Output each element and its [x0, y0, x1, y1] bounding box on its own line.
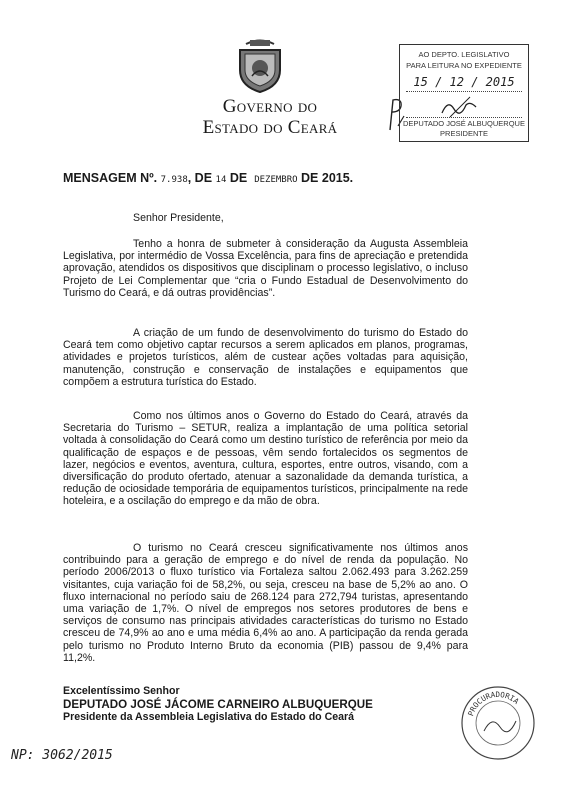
procuradoria-seal — [460, 685, 536, 761]
stamp-line2: PARA LEITURA NO EXPEDIENTE — [406, 61, 522, 70]
stamp-signature — [440, 95, 480, 119]
addressee-block — [63, 685, 373, 724]
letterhead-title-line1: Governo do — [222, 96, 318, 117]
body-paragraph-2: A criação de um fundo de desenvolvimento do turismo do Estado do Ceará tem como objetivo captar recursos a serem aplicados em planos, programas, atividades e projetos turísticos, além de custear ações voltadas para aquisição, manutenção, construção e conservação de instalações e equipamentos que compõem a estrutura turística do Estado. — [63, 327, 468, 388]
stamp-signature-rule — [406, 117, 522, 118]
message-year: DE 2015. — [301, 171, 354, 185]
stamp-line3: DEPUTADO JOSÉ ALBUQUERQUE — [403, 119, 525, 128]
body-paragraph-1: Tenho a honra de submeter à consideração da Augusta Assembleia Legislativa, por intermédio de Vossa Excelência, para fins de apreciação e pretendida aprovação, atendidos os dispositivos que disciplinam o processo legislativo, o incluso Projeto de Lei Complementar que “cria o Fundo Estadual de Desenvolvimento do Turismo do Ceará, e dá outras providências”. — [63, 238, 468, 299]
stamp-date-rule — [406, 91, 522, 92]
message-number: 7.938 — [160, 175, 188, 185]
stamp-line1: AO DEPTO. LEGISLATIVO — [418, 50, 510, 59]
body-paragraph-3: Como nos últimos anos o Governo do Estado do Ceará, através da Secretaria do Turismo – SETUR, realiza a implantação de uma política setorial voltada à consolidação do Ceará como um destino turístico de referência por meio da qualificação de espaços e de pessoas, vêm sendo fortalecidos os segmentos de lazer, negócios e eventos, aventura, cultura, esportes, entre outros, visando, com a diversificação do produto ofertado, atenuar a sazonalidade da demanda turística, a redução de ociosidade temporária de equipamentos turísticos, principalmente na rede hoteleira, e a oscilação do emprego e da mão de obra. — [63, 410, 468, 508]
letterhead-title-line2: Estado do Ceará — [202, 117, 338, 138]
addressee-line2: DEPUTADO JOSÉ JÁCOME CARNEIRO ALBUQUERQUE — [63, 698, 373, 711]
message-de: DE — [229, 171, 248, 185]
message-comma-de: , DE — [187, 171, 213, 185]
ceara-coat-of-arms-icon — [236, 36, 284, 94]
message-header — [63, 171, 353, 185]
salutation: Senhor Presidente, — [133, 212, 224, 224]
message-label: MENSAGEM Nº. — [63, 171, 158, 185]
protocol-number: NP: 3062/2015 — [11, 748, 113, 763]
addressee-line3: Presidente da Assembleia Legislativa do Estado do Ceará — [63, 711, 355, 723]
letterhead-title — [170, 96, 370, 138]
seal-text: PROCURADORIA — [466, 689, 521, 718]
stamp-date: 15 / 12 / 2015 — [413, 75, 515, 89]
message-day: 14 — [215, 175, 227, 185]
message-month: DEZEMBRO — [254, 175, 298, 185]
addressee-line1: Excelentíssimo Senhor — [63, 685, 180, 697]
stamp-line4: PRESIDENTE — [440, 129, 488, 138]
reading-stamp — [399, 44, 529, 142]
body-paragraph-4: O turismo no Ceará cresceu significativamente nos últimos anos contribuindo para a geração de emprego e do nível de renda da população. No período 2006/2013 o fluxo turístico via Fortaleza saltou 2.062.493 para 3.262.259 visitantes, cuja variação foi de 58,2%, ou seja, cresceu na base de 5,2% ao ano. O fluxo internacional no período saiu de 268.124 para 272,794 turistas, apresentando uma variação de 1,7%. O nível de empregos nos setores produtores de bens e serviços de consumo nas principais atividades características do turismo no Estado cresceu de 74,9% ao ano e uma média 6,4% ao ano. A participação da renda gerada pelo turismo no Produto Interno Bruto da economia (PIB) passou de 9,4% para 11,2%. — [63, 542, 468, 664]
